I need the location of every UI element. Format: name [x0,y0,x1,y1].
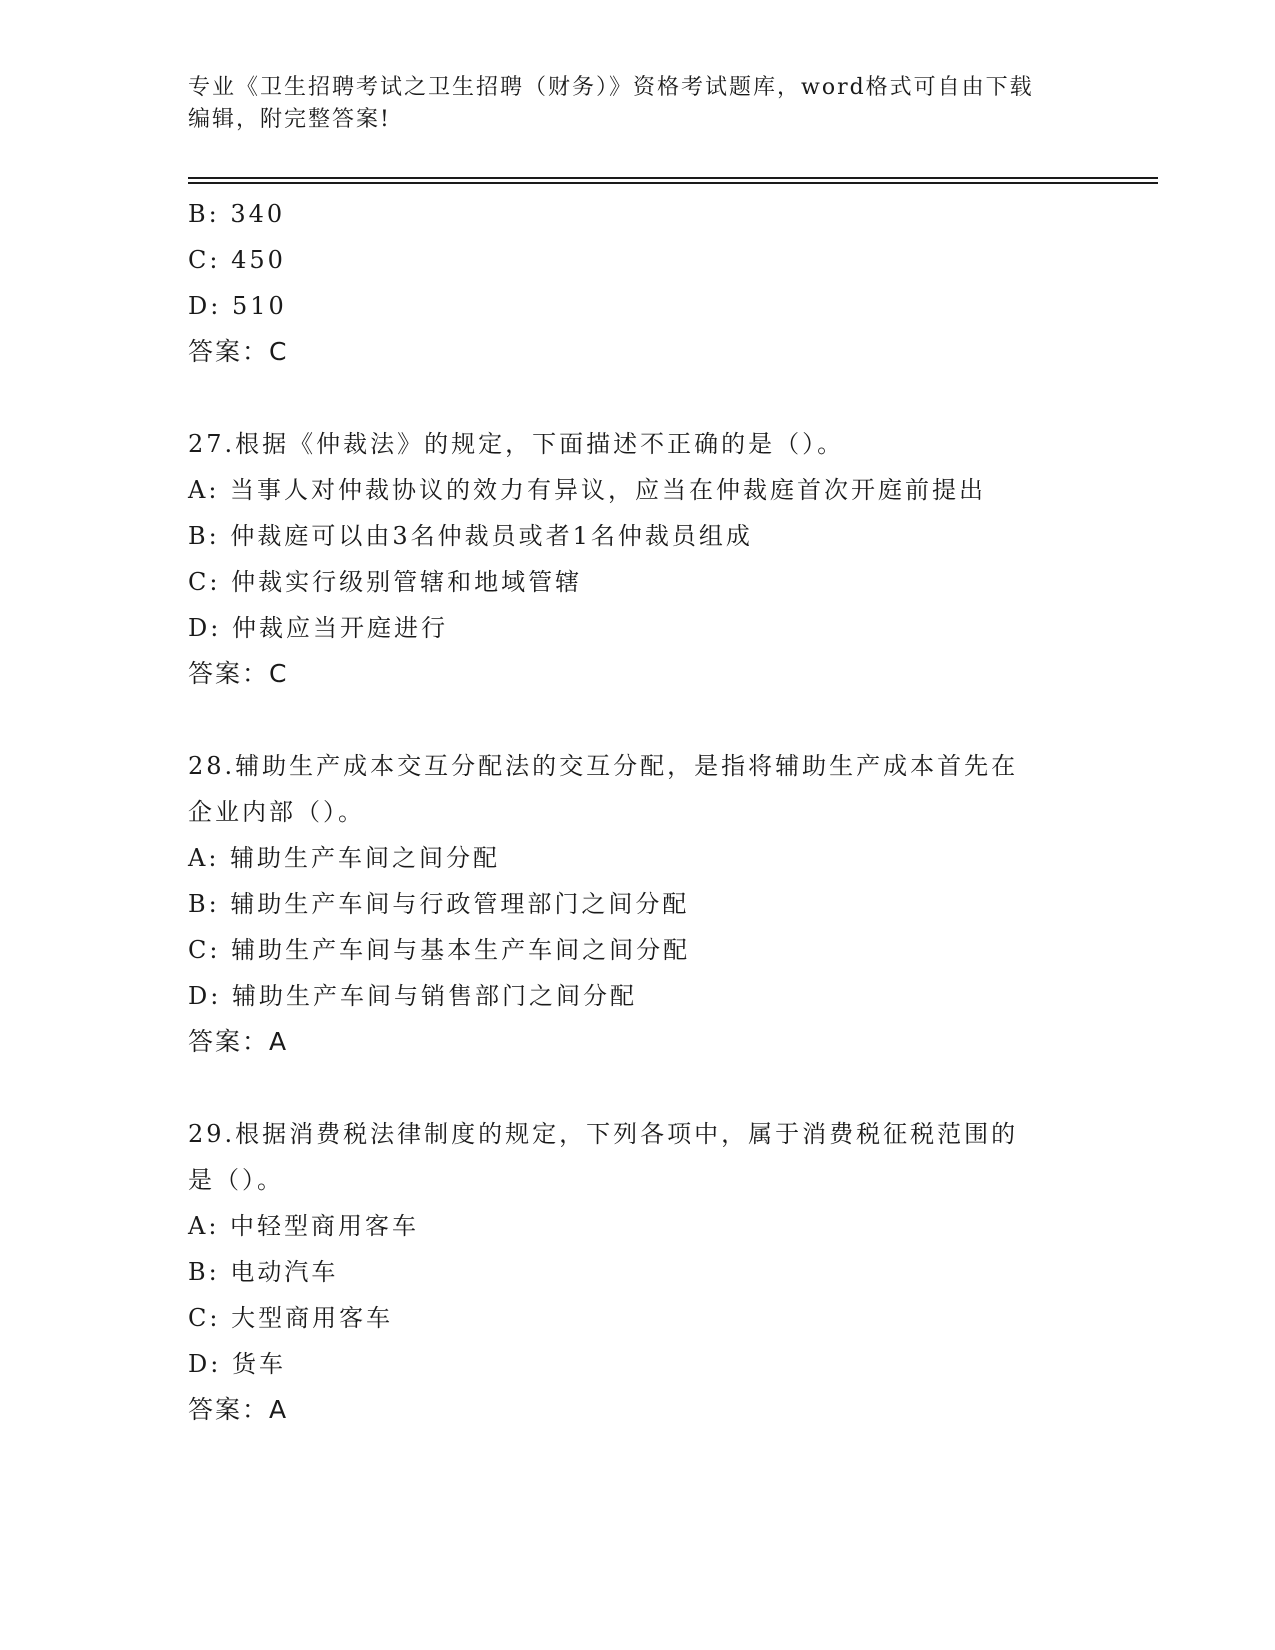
question-stem-line-1: 28.辅助生产成本交互分配法的交互分配，是指将辅助生产成本首先在 [188,752,1019,780]
option-a: A: 中轻型商用客车 [188,1212,420,1240]
header-rule-top [188,177,1158,179]
spacer [188,697,1068,743]
spacer [188,375,1068,421]
document-header [188,72,1068,136]
option-c: C: 大型商用客车 [188,1304,394,1332]
answer-line: 答案：A [188,1027,289,1056]
question-block-26 [188,191,1068,375]
question-stem-line-2: 是（）。 [188,1166,284,1194]
question-block-29 [188,1111,1068,1433]
option-c: C: 450 [188,246,286,274]
option-b: B: 电动汽车 [188,1258,339,1286]
option-d: D: 辅助生产车间与销售部门之间分配 [188,982,637,1010]
header-line-2: 编辑，附完整答案! [188,107,391,132]
option-a: A: 当事人对仲裁协议的效力有异议，应当在仲裁庭首次开庭前提出 [188,476,987,504]
question-stem-line-2: 企业内部（）。 [188,798,365,826]
question-list [188,191,1068,1433]
answer-line: 答案：A [188,1395,289,1424]
question-stem: 27.根据《仲裁法》的规定，下面描述不正确的是（）。 [188,430,845,458]
answer-line: 答案：C [188,337,289,366]
option-b: B: 辅助生产车间与行政管理部门之间分配 [188,890,690,918]
spacer [188,1065,1068,1111]
answer-line: 答案：C [188,659,289,688]
header-line-1: 专业《卫生招聘考试之卫生招聘（财务）》资格考试题库，word格式可自由下载 [188,75,1034,100]
option-d: D: 510 [188,292,287,320]
option-c: C: 辅助生产车间与基本生产车间之间分配 [188,936,691,964]
question-block-28 [188,743,1068,1065]
option-a: A: 辅助生产车间之间分配 [188,844,501,872]
option-c: C: 仲裁实行级别管辖和地域管辖 [188,568,583,596]
option-d: D: 仲裁应当开庭进行 [188,614,448,642]
option-b: B: 仲裁庭可以由3名仲裁员或者1名仲裁员组成 [188,522,753,550]
question-stem-line-1: 29.根据消费税法律制度的规定，下列各项中，属于消费税征税范围的 [188,1120,1019,1148]
option-b: B: 340 [188,200,286,228]
question-block-27 [188,421,1068,697]
option-d: D: 货车 [188,1350,286,1378]
header-rule-bottom [188,182,1158,184]
